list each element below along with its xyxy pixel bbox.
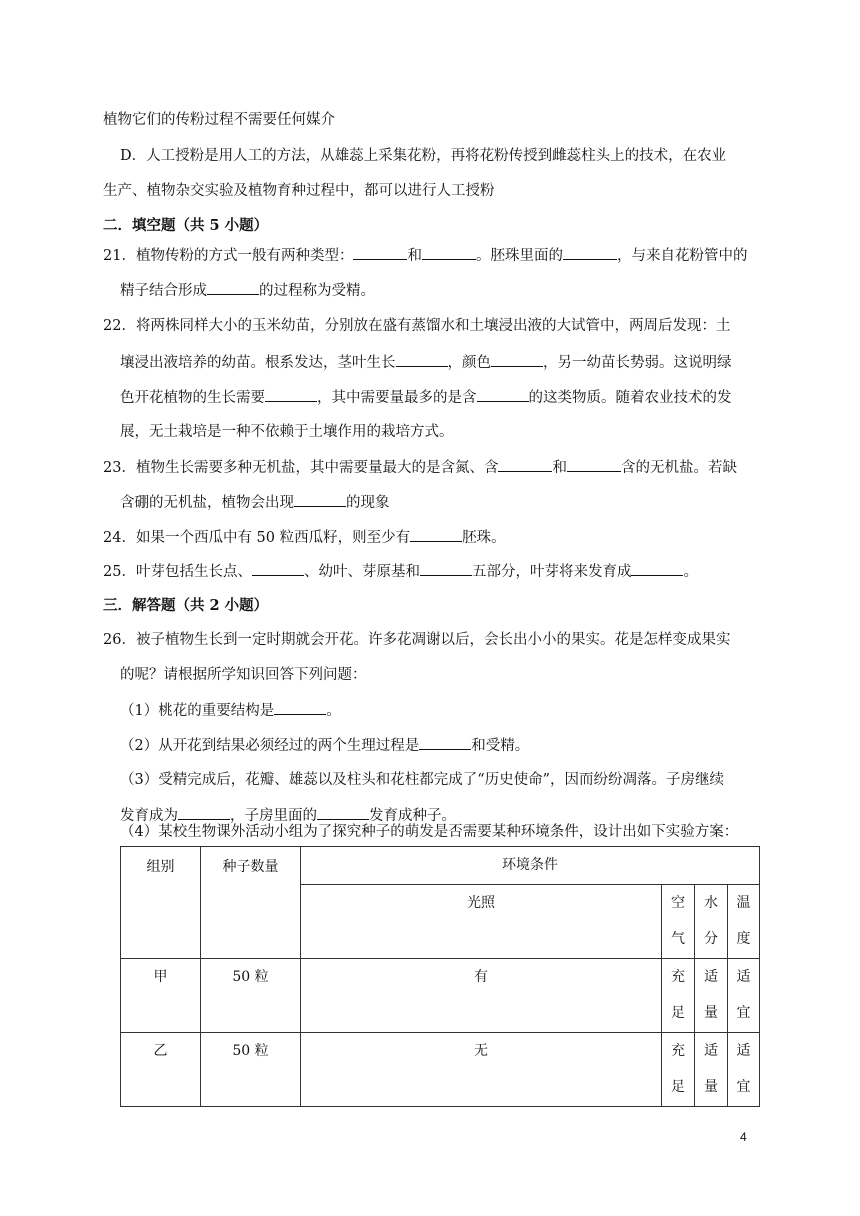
page-number: 4 [740,1130,747,1144]
question-21-line1: 21．植物传粉的方式一般有两种类型： 和 。胚珠里面的 ，与来自花粉管中的 [103,245,747,266]
section-heading-answer: 三．解答题（共 2 小题） [103,597,269,614]
answer-blank[interactable] [477,387,529,402]
question-26-line2: 的呢？请根据所学知识回答下列问题： [120,667,367,683]
cell-group: 乙 [121,1033,201,1107]
answer-blank[interactable] [252,561,304,576]
cell-light: 有 [301,959,662,1033]
answer-blank[interactable] [178,805,230,820]
experiment-table [120,846,760,1107]
cell-count: 50 粒 [201,1033,301,1107]
table-row [121,1033,760,1107]
question-23-line1: 23．植物生长需要多种无机盐，其中需要量最大的是含氮、含 和 含的无机盐。若缺 [103,457,737,478]
cell-temperature: 适 宜 [728,959,760,1033]
cell-water: 适 量 [695,1033,728,1107]
option-d-line1: D．人工授粉是用人工的方法，从雄蕊上采集花粉，再将花粉传授到雌蕊柱头上的技术，在农业 [120,148,727,164]
question-22-line2: 壤浸出液培养的幼苗。根系发达，茎叶生长 ，颜色 ，另一幼苗长势弱。这说明绿 [120,352,732,373]
answer-blank[interactable] [498,457,552,472]
answer-blank[interactable] [410,527,462,542]
question-26-part3-line1: （3）受精完成后，花瓣、雄蕊以及柱头和花柱都完成了“历史使命”，因而纷纷凋落。子房继续 [120,772,725,788]
table-row [121,959,760,1033]
answer-blank[interactable] [274,700,326,715]
answer-blank[interactable] [396,352,448,367]
question-26-part1: （1）桃花的重要结构是 。 [120,700,341,721]
question-26-line1: 26．被子植物生长到一定时期就会开花。许多花凋谢以后，会长出小小的果实。花是怎样变成果实 [103,632,731,648]
question-22-line1: 22．将两株同样大小的玉米幼苗，分别放在盛有蒸馏水和土壤浸出液的大试管中，两周后发现：土 [103,318,731,334]
header-temperature: 温 度 [728,885,760,959]
cell-air: 充 足 [662,1033,695,1107]
answer-blank[interactable] [317,805,369,820]
section-heading-fill-blank: 二．填空题（共 5 小题） [103,217,269,234]
answer-blank[interactable] [294,492,346,507]
cell-count: 50 粒 [201,959,301,1033]
cell-air: 充 足 [662,959,695,1033]
header-group: 组别 [121,847,201,959]
header-air: 空 气 [662,885,695,959]
answer-blank[interactable] [419,735,471,750]
header-seed-count: 种子数量 [201,847,301,959]
answer-blank[interactable] [353,245,407,260]
question-22-line3: 色开花植物的生长需要 ，其中需要量最多的是含 的这类物质。随着农业技术的发 [120,387,732,408]
question-23-line2: 含硼的无机盐，植物会出现 的现象 [120,492,390,513]
question-26-part3-line2: 发育成为 ，子房里面的 发育成种子。 [120,805,456,826]
answer-blank[interactable] [491,352,543,367]
cell-light: 无 [301,1033,662,1107]
answer-blank[interactable] [420,561,472,576]
question-26-part2: （2）从开花到结果必须经过的两个生理过程是 和受精。 [120,735,529,756]
answer-blank[interactable] [265,387,317,402]
question-21-line2: 精子结合形成 的过程称为受精。 [120,280,375,301]
answer-blank[interactable] [422,245,476,260]
answer-blank[interactable] [207,280,259,295]
header-light: 光照 [301,885,662,959]
header-water: 水 分 [695,885,728,959]
option-d-line2: 生产、植物杂交实验及植物育种过程中，都可以进行人工授粉 [103,183,495,199]
question-22-line4: 展，无土栽培是一种不依赖于土壤作用的栽培方式。 [120,424,454,440]
question-26-part4: （4）某校生物课外活动小组为了探究种子的萌发是否需要某种环境条件，设计出如下实验方案： [120,824,739,840]
question-25: 25．叶芽包括生长点、 、幼叶、芽原基和 五部分，叶芽将来发育成 。 [103,561,698,582]
answer-blank[interactable] [567,457,621,472]
cell-group: 甲 [121,959,201,1033]
cell-water: 适 量 [695,959,728,1033]
answer-blank[interactable] [563,245,617,260]
answer-blank[interactable] [631,561,683,576]
question-24: 24．如果一个西瓜中有 50 粒西瓜籽，则至少有 胚珠。 [103,527,506,548]
cell-temperature: 适 宜 [728,1033,760,1107]
header-environment: 环境条件 [301,847,760,885]
table-header-row [121,847,760,885]
text-line: 植物它们的传粉过程不需要任何媒介 [103,112,335,128]
